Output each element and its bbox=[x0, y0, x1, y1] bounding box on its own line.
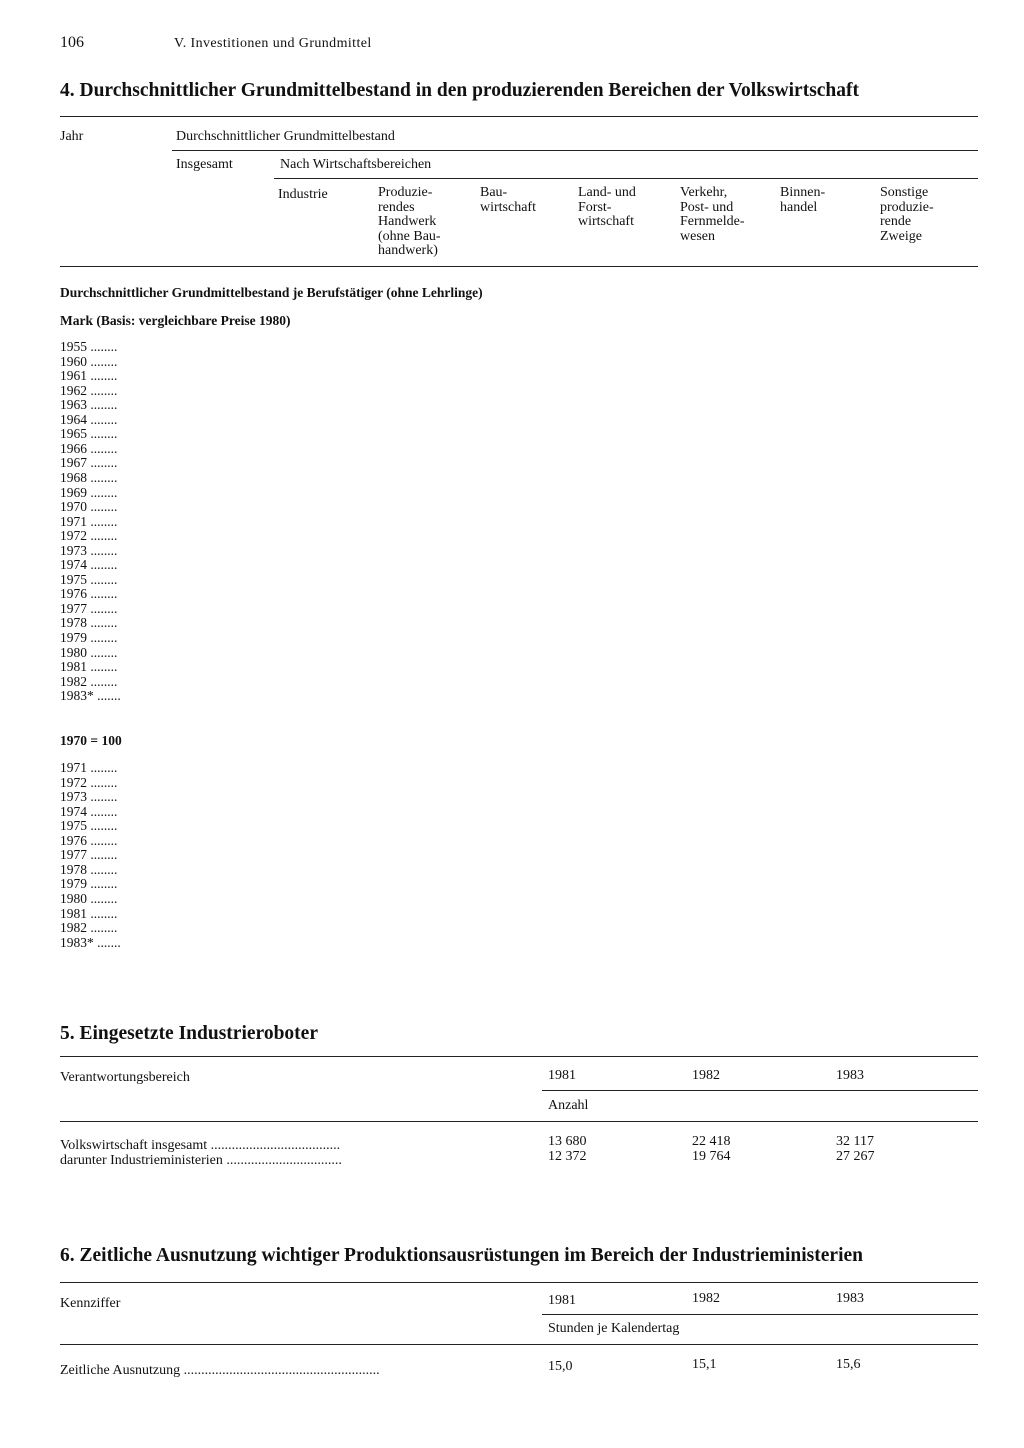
row-year-label: 1962 ........ bbox=[60, 382, 118, 398]
table5-year-1982: 1982 bbox=[692, 1068, 720, 1083]
section1-unit: Mark (Basis: vergleichbare Preise 1980) bbox=[60, 313, 291, 328]
row-year-label: 1982 ........ bbox=[60, 920, 118, 936]
header-rule-2 bbox=[274, 178, 978, 179]
table6-header-rule bbox=[60, 1344, 978, 1345]
row-year-label: 1983* ....... bbox=[60, 688, 121, 704]
table5-top-rule bbox=[60, 1056, 978, 1057]
table4-top-rule bbox=[60, 116, 978, 117]
table5-year-1981: 1981 bbox=[548, 1068, 576, 1083]
table6-cell: 15,0 bbox=[548, 1359, 573, 1374]
table5-cell: 27 267 bbox=[836, 1149, 875, 1164]
row-year-label: 1979 ........ bbox=[60, 876, 118, 892]
col-header-industrie: Industrie bbox=[278, 187, 328, 202]
row-year-label: 1980 ........ bbox=[60, 890, 118, 906]
table6-unit: Stunden je Kalendertag bbox=[548, 1321, 680, 1336]
row-year-label: 1981 ........ bbox=[60, 659, 118, 675]
row-year-label: 1965 ........ bbox=[60, 426, 118, 442]
row-year-label: 1976 ........ bbox=[60, 586, 118, 602]
table5-year-1983: 1983 bbox=[836, 1068, 864, 1083]
row-year-label: 1967 ........ bbox=[60, 455, 118, 471]
row-year-label: 1980 ........ bbox=[60, 644, 118, 660]
table6-year-1983: 1983 bbox=[836, 1291, 864, 1306]
table5-row-label: darunter Industrieministerien ................................. bbox=[60, 1153, 342, 1168]
table6-cell: 15,1 bbox=[692, 1357, 717, 1372]
table5-header-rule bbox=[60, 1121, 978, 1122]
table5-cell: 12 372 bbox=[548, 1149, 587, 1164]
table6-cell: 15,6 bbox=[836, 1357, 861, 1372]
row-year-label: 1969 ........ bbox=[60, 484, 118, 500]
row-year-label: 1964 ........ bbox=[60, 411, 118, 427]
col-header-by-sector: Nach Wirtschaftsbereichen bbox=[280, 157, 432, 172]
row-year-label: 1966 ........ bbox=[60, 440, 118, 456]
table6-title: 6. Zeitliche Ausnutzung wichtiger Produktionsausrüstungen im Bereich der Industrieministerien bbox=[60, 1245, 863, 1266]
row-year-label: 1983* ....... bbox=[60, 934, 121, 950]
row-year-label: 1973 ........ bbox=[60, 542, 118, 558]
section1-title: Durchschnittlicher Grundmittelbestand je Berufstätiger (ohne Lehrlinge) bbox=[60, 285, 483, 300]
header-bottom-rule bbox=[60, 266, 978, 267]
row-year-label: 1971 ........ bbox=[60, 513, 118, 529]
col-header-verkehr: Verkehr, Post- und Fernmelde- wesen bbox=[680, 185, 745, 244]
row-year-label: 1977 ........ bbox=[60, 600, 118, 616]
table5-cell: 22 418 bbox=[692, 1134, 731, 1149]
table5-title: 5. Eingesetzte Industrieroboter bbox=[60, 1023, 318, 1044]
row-year-label: 1963 ........ bbox=[60, 397, 118, 413]
row-year-label: 1970 ........ bbox=[60, 499, 118, 515]
section2-title: 1970 = 100 bbox=[60, 733, 122, 748]
row-year-label: 1973 ........ bbox=[60, 789, 118, 805]
col-header-bau: Bau- wirtschaft bbox=[480, 185, 536, 215]
row-year-label: 1976 ........ bbox=[60, 832, 118, 848]
row-year-label: 1960 ........ bbox=[60, 353, 118, 369]
col-header-year: Jahr bbox=[60, 129, 84, 144]
row-year-label: 1972 ........ bbox=[60, 528, 118, 544]
col-header-handel: Binnen- handel bbox=[780, 185, 826, 215]
table4-title: 4. Durchschnittlicher Grundmittelbestand in den produzierenden Bereichen der Volkswirtschaft bbox=[60, 80, 860, 101]
col-header-total: Insgesamt bbox=[176, 157, 233, 172]
row-year-label: 1977 ........ bbox=[60, 847, 118, 863]
row-year-label: 1978 ........ bbox=[60, 861, 118, 877]
table5-cell: 13 680 bbox=[548, 1134, 587, 1149]
row-year-label: 1975 ........ bbox=[60, 571, 118, 587]
table5-col-label: Verantwortungsbereich bbox=[60, 1070, 190, 1085]
table6-year-1981: 1981 bbox=[548, 1293, 576, 1308]
table6-top-rule bbox=[60, 1282, 978, 1283]
table5-row-label: Volkswirtschaft insgesamt ..................................... bbox=[60, 1138, 341, 1153]
row-year-label: 1974 ........ bbox=[60, 557, 118, 573]
table5-cell: 19 764 bbox=[692, 1149, 731, 1164]
row-year-label: 1978 ........ bbox=[60, 615, 118, 631]
header-rule-1 bbox=[172, 150, 978, 151]
row-year-label: 1979 ........ bbox=[60, 630, 118, 645]
row-year-label: 1971 ........ bbox=[60, 760, 118, 775]
table5-unit-rule bbox=[542, 1090, 978, 1091]
table6-year-1982: 1982 bbox=[692, 1291, 720, 1306]
table6-col-label: Kennziffer bbox=[60, 1296, 121, 1311]
row-year-label: 1975 ........ bbox=[60, 818, 118, 834]
row-year-label: 1981 ........ bbox=[60, 905, 118, 921]
chapter-title: V. Investitionen und Grundmittel bbox=[174, 36, 372, 51]
row-year-label: 1974 ........ bbox=[60, 803, 118, 819]
col-header-group: Durchschnittlicher Grundmittelbestand bbox=[176, 129, 395, 144]
row-year-label: 1972 ........ bbox=[60, 774, 118, 790]
table5-unit: Anzahl bbox=[548, 1098, 589, 1113]
page-number: 106 bbox=[60, 34, 84, 51]
col-header-handwerk: Produzie- rendes Handwerk (ohne Bau- handwerk) bbox=[378, 185, 441, 259]
row-year-label: 1968 ........ bbox=[60, 469, 118, 485]
col-header-sonstige: Sonstige produzie- rende Zweige bbox=[880, 185, 934, 244]
table6-row-label: Zeitliche Ausnutzung ........................................................ bbox=[60, 1363, 380, 1378]
table6-unit-rule bbox=[542, 1314, 978, 1315]
row-year-label: 1982 ........ bbox=[60, 673, 118, 689]
row-year-label: 1955 ........ bbox=[60, 339, 118, 354]
col-header-land: Land- und Forst- wirtschaft bbox=[578, 185, 636, 230]
row-year-label: 1961 ........ bbox=[60, 368, 118, 384]
table5-cell: 32 117 bbox=[836, 1134, 874, 1149]
